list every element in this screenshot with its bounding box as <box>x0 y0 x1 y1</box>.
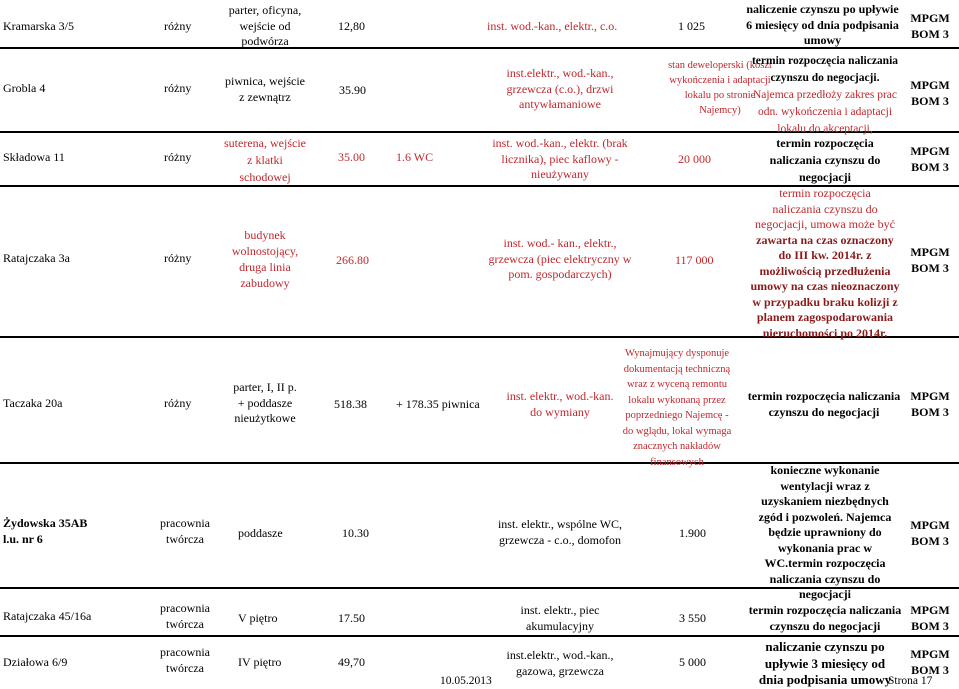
rent-cell: stan deweloperski (koszt wykończenia i adaptacji lokalu po stronie Najemcy) <box>668 60 772 116</box>
use-cell: pracownia twórcza <box>160 516 210 546</box>
installations-cell: inst.elektr., wod.-kan., grzewcza (c.o.), drzwi antywłamaniowe <box>506 66 614 111</box>
location-cell: parter, I, II p. + poddasze nieużytkowe <box>233 380 297 425</box>
street-cell: Grobla 4 <box>3 81 46 95</box>
street-cell: Taczaka 20a <box>3 396 63 410</box>
street-cell: Ratajczaka 45/16a <box>3 609 92 623</box>
conditions-cell: naliczanie czynszu po upływie 3 miesięcy od dnia podpisania umowy <box>758 639 892 687</box>
conditions-cell: termin rozpoczęcia naliczania czynszu do negocjacji <box>769 136 881 184</box>
consent-cell: MPGM BOM 3 <box>910 245 950 275</box>
use-cell: różny <box>164 81 192 95</box>
conditions-cell: naliczenie czynszu po upływie 6 miesięcy od dnia podpisania umowy <box>746 2 899 47</box>
conditions-cell: termin rozpoczęcia naliczania czynszu do negocjacji <box>747 389 901 419</box>
street-cell: Kramarska 3/5 <box>3 19 74 33</box>
conditions-cell: termin rozpoczęcia naliczania czynszu do negocjacji, umowa może być zawarta na czas oznaczony do III kw. 2014r. z możliwością przedłużenia umowy na czas nieoznaczony w przypadku braku kolizji z planem zagospodarowania nieruchomości po 2014r. <box>750 186 900 340</box>
row-divider <box>0 635 959 637</box>
area-cell: 17.50 <box>338 611 365 625</box>
use-cell: różny <box>164 150 192 164</box>
installations-cell: inst. wod.-kan., elektr. (brak licznika), piec kaflowy - nieużywany <box>492 136 628 181</box>
installations-cell: inst.elektr., wod.-kan., gazowa, grzewcza <box>506 648 614 678</box>
location-cell: IV piętro <box>238 655 282 669</box>
street-cell: Żydowska 35AB l.u. nr 6 <box>3 516 88 546</box>
rent-cell: 1 025 <box>678 19 705 33</box>
rent-cell: 5 000 <box>679 655 706 669</box>
location-cell: budynek wolnostojący, druga linia zabudowy <box>231 228 299 290</box>
installations-cell: inst. wod.- kan., elektr., grzewcza (piec elektryczny w pom. gospodarczych) <box>488 236 632 281</box>
installations-cell: inst. elektr., piec akumulacyjny <box>520 603 600 633</box>
consent-cell: MPGM BOM 3 <box>910 11 950 41</box>
use-cell: różny <box>164 251 192 265</box>
area-cell: 518.38 <box>334 397 367 411</box>
use-cell: pracownia twórcza <box>160 601 210 631</box>
area-cell: 35.00 <box>338 150 365 164</box>
area-cell: 12,80 <box>338 19 365 33</box>
consent-cell: MPGM BOM 3 <box>910 518 950 548</box>
location-cell: parter, oficyna, wejście od podwórza <box>228 3 302 48</box>
installations-cell: inst. elektr., wod.-kan. do wymiany <box>506 389 614 419</box>
location-cell: poddasze <box>238 526 283 540</box>
consent-cell: MPGM BOM 3 <box>910 144 950 174</box>
area-cell: 49,70 <box>338 655 365 669</box>
consent-cell: MPGM BOM 3 <box>910 389 950 419</box>
location-cell: piwnica, wejście z zewnątrz <box>225 74 305 104</box>
use-cell: różny <box>164 19 192 33</box>
consent-cell: MPGM BOM 3 <box>910 603 950 633</box>
rent-cell: 20 000 <box>678 152 711 166</box>
location-cell: V piętro <box>238 611 278 625</box>
rent-cell: 1.900 <box>679 526 706 540</box>
area-cell: 266.80 <box>336 253 369 267</box>
consent-cell: MPGM BOM 3 <box>910 647 950 677</box>
consent-cell: MPGM BOM 3 <box>910 78 950 108</box>
use-cell: pracownia twórcza <box>160 645 210 675</box>
footer-date: 10.05.2013 <box>440 675 492 687</box>
rent-cell: 3 550 <box>679 611 706 625</box>
rent-cell: Wynajmujący dysponuje dokumentacją techniczną wraz z wyceną remontu lokalu wykonaną przez poprzedniego Najemcę - do wglądu, lokal wymaga znacznych nakładów finansowych <box>622 348 732 468</box>
area-cell: 10.30 <box>342 526 369 540</box>
location-cell: suterena, wejście z klatki schodowej <box>224 136 306 184</box>
basement-area-cell: + 178.35 piwnica <box>396 397 480 411</box>
installations-cell: inst. wod.-kan., elektr., c.o. <box>487 19 618 33</box>
conditions-cell: termin rozpoczęcia naliczania czynszu do negocjacji. Najemca przedłoży zakres prac odn. wykończenia i adaptacji lokalu do akceptacji, <box>751 55 899 135</box>
page-number: Strona 17 <box>888 675 933 687</box>
street-cell: Składowa 11 <box>3 150 65 164</box>
wc-area-cell: 1.6 WC <box>396 150 434 164</box>
area-cell: 35.90 <box>339 83 366 97</box>
rent-cell: 117 000 <box>675 253 714 267</box>
conditions-cell: konieczne wykonanie wentylacji wraz z uzyskaniem niezbędnych zgód i pozwoleń. Najemca będzie uprawniony do wykonania prac w WC.termin rozpoczęcia naliczania czynszu do negocjacji <box>758 463 892 601</box>
installations-cell: inst. elektr., wspólne WC, grzewcza - c.o., domofon <box>497 517 623 547</box>
street-cell: Ratajczaka 3a <box>3 251 70 265</box>
conditions-cell: termin rozpoczęcia naliczania czynszu do negocjacji <box>748 603 902 633</box>
use-cell: różny <box>164 396 192 410</box>
street-cell: Działowa 6/9 <box>3 655 68 669</box>
